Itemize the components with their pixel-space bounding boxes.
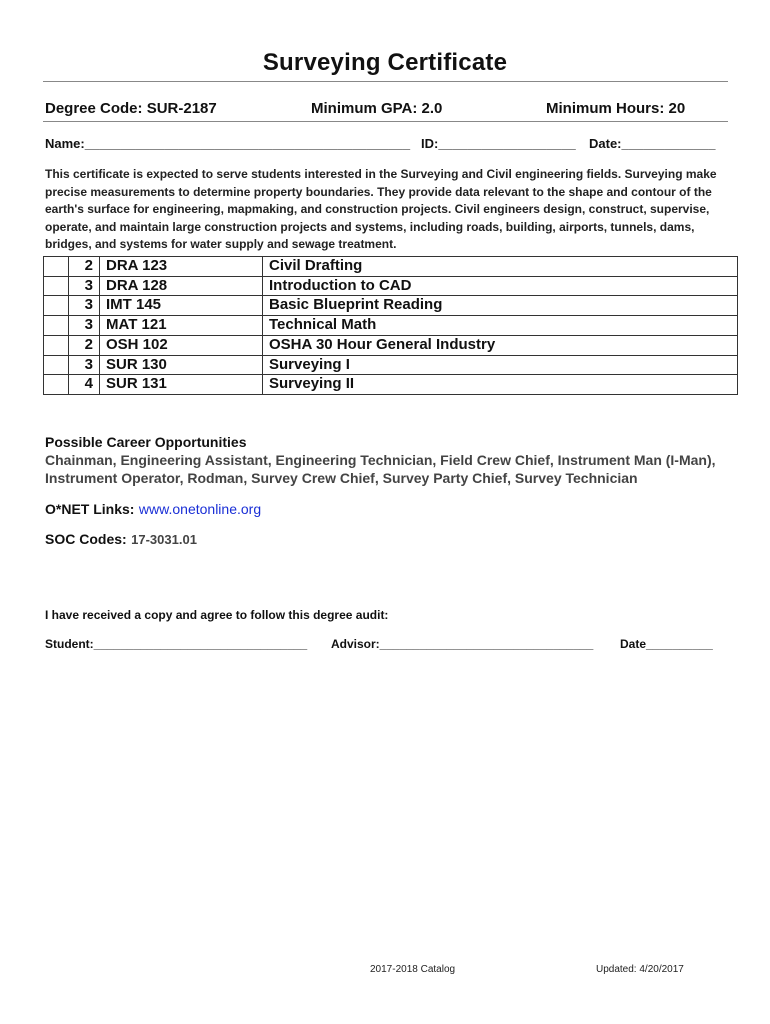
course-code: OSH 102 <box>100 335 263 355</box>
course-title: Civil Drafting <box>263 257 738 277</box>
course-credits: 3 <box>69 276 100 296</box>
advisor-signature-field[interactable]: Advisor:________________________________ <box>331 637 594 651</box>
student-signature-field[interactable]: Student:________________________________ <box>45 637 308 651</box>
footer-catalog: 2017-2018 Catalog <box>370 964 456 975</box>
table-row <box>44 296 738 316</box>
footer-updated: Updated: 4/20/2017 <box>596 964 684 975</box>
career-heading: Possible Career Opportunities <box>45 434 247 450</box>
certificate-description: This certificate is expected to serve students interested in the Surveying and Civil engineering fields. Surveying make precise measurements to determine property boundaries. They provide data relevant to the shape and contour of the earth's surface for engineering, mapmaking, and construction projects. Civil engineers design, construct, supervise, operate, and maintain large construction projects and systems, including roads, building, airports, tunnels, dams, bridges, and systems for water supply and sewage treatment. <box>45 167 717 251</box>
table-row <box>44 335 738 355</box>
career-list: Chainman, Engineering Assistant, Engineering Technician, Field Crew Chief, Instrument Man (I-Man), Instrument Operator, Rodman, Survey Crew Chief, Survey Party Chief, Survey Technician <box>45 452 716 486</box>
title-divider <box>43 81 728 82</box>
table-row <box>44 257 738 277</box>
onet-links <box>45 501 261 519</box>
signature-date-field[interactable]: Date__________ <box>620 637 713 651</box>
course-credits: 3 <box>69 296 100 316</box>
course-title: Surveying II <box>263 375 738 395</box>
page-title: Surveying Certificate <box>262 49 508 76</box>
course-code: MAT 121 <box>100 316 263 336</box>
course-code: SUR 130 <box>100 355 263 375</box>
course-table <box>43 256 738 395</box>
course-credits: 3 <box>69 316 100 336</box>
course-code: SUR 131 <box>100 375 263 395</box>
course-credits: 2 <box>69 335 100 355</box>
row-blank-cell <box>44 296 69 316</box>
row-blank-cell <box>44 355 69 375</box>
minimum-hours: Minimum Hours: 20 <box>546 100 686 117</box>
course-title: Technical Math <box>263 316 738 336</box>
course-code: IMT 145 <box>100 296 263 316</box>
name-field[interactable]: Name:_____________________________________________ <box>45 136 411 151</box>
row-blank-cell <box>44 375 69 395</box>
row-blank-cell <box>44 257 69 277</box>
minimum-gpa: Minimum GPA: 2.0 <box>311 100 443 117</box>
course-title: Surveying I <box>263 355 738 375</box>
onet-link[interactable]: www.onetonline.org <box>138 501 262 517</box>
row-blank-cell <box>44 335 69 355</box>
onet-label: O*NET Links: <box>45 501 135 517</box>
course-credits: 3 <box>69 355 100 375</box>
course-title: Introduction to CAD <box>263 276 738 296</box>
course-code: DRA 128 <box>100 276 263 296</box>
soc-codes <box>45 531 197 549</box>
row-blank-cell <box>44 276 69 296</box>
table-row <box>44 276 738 296</box>
id-field[interactable]: ID:___________________ <box>421 136 576 151</box>
course-title: OSHA 30 Hour General Industry <box>263 335 738 355</box>
date-field[interactable]: Date:_____________ <box>589 136 716 151</box>
info-divider <box>43 121 728 122</box>
course-credits: 4 <box>69 375 100 395</box>
table-row <box>44 375 738 395</box>
row-blank-cell <box>44 316 69 336</box>
course-code: DRA 123 <box>100 257 263 277</box>
soc-label: SOC Codes: <box>45 531 127 547</box>
course-title: Basic Blueprint Reading <box>263 296 738 316</box>
table-row <box>44 355 738 375</box>
course-credits: 2 <box>69 257 100 277</box>
agreement-text: I have received a copy and agree to follow this degree audit: <box>45 608 389 622</box>
soc-value: 17-3031.01 <box>131 532 197 547</box>
degree-code: Degree Code: SUR-2187 <box>45 100 217 117</box>
table-row <box>44 316 738 336</box>
